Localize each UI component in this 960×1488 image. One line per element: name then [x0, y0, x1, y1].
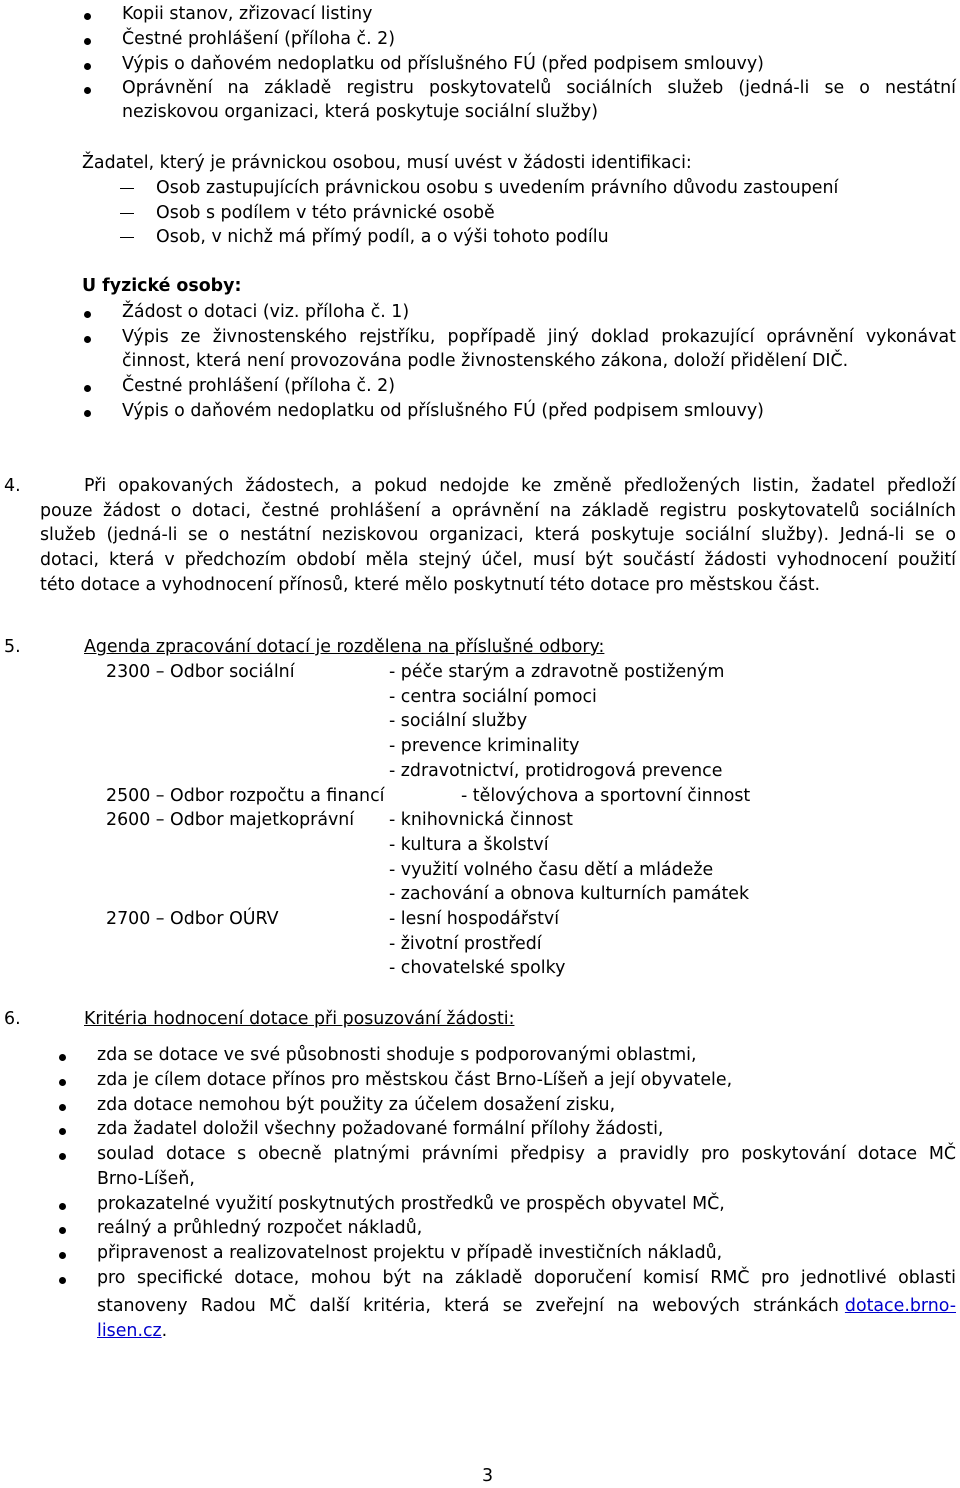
- department-item: - tělovýchova a sportovní činnost: [461, 786, 751, 806]
- website-link[interactable]: dotace.brno-: [844, 1296, 956, 1316]
- department-item: - kultura a školství: [389, 835, 549, 855]
- department-item: - knihovnická činnost: [389, 810, 574, 830]
- list-item: Výpis o daňovém nedoplatku od příslušného FÚ (před podpisem smlouvy): [122, 401, 764, 421]
- page-number: 3: [482, 1466, 494, 1486]
- bullet: [59, 1153, 66, 1160]
- department-item: - prevence kriminality: [389, 736, 580, 756]
- section-number: 5.: [4, 637, 21, 657]
- period: .: [161, 1321, 168, 1341]
- department-item: - centra sociální pomoci: [389, 687, 597, 707]
- section-number: 6.: [4, 1009, 21, 1029]
- bullet: [59, 1252, 66, 1259]
- dash-item: Osob s podílem v této právnické osobě: [156, 203, 495, 223]
- dash-item: Osob, v nichž má přímý podíl, a o výši tohoto podílu: [156, 227, 609, 247]
- bullet: [84, 385, 91, 392]
- criteria-item: připravenost a realizovatelnost projektu v případě investičních nákladů,: [97, 1243, 723, 1263]
- department-name: 2600 – Odbor majetkoprávní: [106, 810, 355, 830]
- paragraph-line: služeb (jedná-li se o nestátní neziskovou organizaci, která poskytuje sociální služby). Jedná-li se o: [40, 525, 956, 545]
- criteria-item: zda je cílem dotace přínos pro městskou část Brno-Líšeň a její obyvatele,: [97, 1070, 733, 1090]
- department-item: - zdravotnictví, protidrogová prevence: [389, 761, 723, 781]
- department-item: - využití volného času dětí a mládeže: [389, 860, 714, 880]
- bullet: [59, 1079, 66, 1086]
- list-item: Výpis o daňovém nedoplatku od příslušného FÚ (před podpisem smlouvy): [122, 54, 764, 74]
- dash-marker: [120, 237, 134, 238]
- bullet: [84, 311, 91, 318]
- criteria-item: zda dotace nemohou být použity za účelem dosažení zisku,: [97, 1095, 616, 1115]
- paragraph-line: pouze žádost o dotaci, čestné prohlášení a oprávnění na základě registru poskytovatelů sociálních: [40, 501, 956, 521]
- bullet: [84, 63, 91, 70]
- criteria-item: pro specifické dotace, mohou být na základě doporučení komisí RMČ pro jednotlivé oblasti: [97, 1268, 956, 1288]
- section-title: Kritéria hodnocení dotace při posuzování žádosti:: [84, 1009, 515, 1029]
- criteria-item: zda žadatel doložil všechny požadované formální přílohy žádosti,: [97, 1119, 664, 1139]
- criteria-item-continuation: [97, 1319, 167, 1343]
- bullet: [59, 1227, 66, 1234]
- natural-person-heading: U fyzické osoby:: [82, 276, 242, 296]
- department-item: - životní prostředí: [389, 934, 542, 954]
- criteria-item-continuation: Brno-Líšeň,: [97, 1169, 195, 1189]
- department-item: - chovatelské spolky: [389, 958, 566, 978]
- dash-item: Osob zastupujících právnickou osobu s uvedením právního důvodu zastoupení: [156, 178, 839, 198]
- list-item: Čestné prohlášení (příloha č. 2): [122, 376, 396, 396]
- bullet: [84, 87, 91, 94]
- department-name: 2500 – Odbor rozpočtu a financí: [106, 786, 385, 806]
- bullet: [59, 1277, 66, 1284]
- bullet: [59, 1128, 66, 1135]
- paragraph-line: Při opakovaných žádostech, a pokud nedojde ke změně předložených listin, žadatel předloží: [84, 476, 956, 496]
- list-item: Kopii stanov, zřizovací listiny: [122, 4, 373, 24]
- department-item: - lesní hospodářství: [389, 909, 560, 929]
- list-item: Žádost o dotaci (viz. příloha č. 1): [122, 302, 410, 322]
- paragraph-line: dotaci, která v předchozím období měla stejný účel, musí být součástí žádosti vyhodnocení použití: [40, 550, 956, 570]
- bullet: [84, 38, 91, 45]
- criteria-item: soulad dotace s obecně platnými právními předpisy a pravidly pro poskytování dotace MČ: [97, 1144, 956, 1164]
- list-item: Oprávnění na základě registru poskytovatelů sociálních služeb (jedná-li se o nestátní: [122, 78, 956, 98]
- criteria-text: stanoveny Radou MČ další kritéria, která se zveřejní na webových stránkách: [97, 1296, 839, 1316]
- bullet: [84, 13, 91, 20]
- department-item: - zachování a obnova kulturních památek: [389, 884, 750, 904]
- list-item-continuation: neziskovou organizaci, která poskytuje sociální služby): [122, 102, 599, 122]
- bullet: [59, 1054, 66, 1061]
- department-name: 2700 – Odbor OÚRV: [106, 909, 279, 929]
- bullet: [84, 336, 91, 343]
- bullet: [59, 1104, 66, 1111]
- list-item-continuation: činnost, která není provozována podle živnostenského zákona, doloží přidělení DIČ.: [122, 351, 849, 371]
- paragraph-line: této dotace a vyhodnocení přínosů, které mělo poskytnutí této dotace pro městskou část.: [40, 575, 821, 595]
- criteria-item: zda se dotace ve své působnosti shoduje s podporovanými oblastmi,: [97, 1045, 697, 1065]
- section-number: 4.: [4, 476, 21, 496]
- list-item: Čestné prohlášení (příloha č. 2): [122, 29, 396, 49]
- website-link-continuation[interactable]: lisen.cz: [97, 1321, 162, 1341]
- bullet: [84, 410, 91, 417]
- department-item: - péče starým a zdravotně postiženým: [389, 662, 725, 682]
- dash-marker: [120, 188, 134, 189]
- list-item: Výpis ze živnostenského rejstříku, popřípadě jiný doklad prokazující oprávnění vykonávat: [122, 327, 956, 347]
- legal-entity-intro: Žadatel, který je právnickou osobou, musí uvést v žádosti identifikaci:: [82, 153, 692, 173]
- criteria-item: reálný a průhledný rozpočet nákladů,: [97, 1218, 423, 1238]
- bullet: [59, 1203, 66, 1210]
- criteria-item-continuation: [97, 1294, 956, 1318]
- section-title: Agenda zpracování dotací je rozdělena na příslušné odbory:: [84, 637, 605, 657]
- criteria-item: prokazatelné využití poskytnutých prostředků ve prospěch obyvatel MČ,: [97, 1194, 725, 1214]
- department-name: 2300 – Odbor sociální: [106, 662, 295, 682]
- department-item: - sociální služby: [389, 711, 528, 731]
- dash-marker: [120, 213, 134, 214]
